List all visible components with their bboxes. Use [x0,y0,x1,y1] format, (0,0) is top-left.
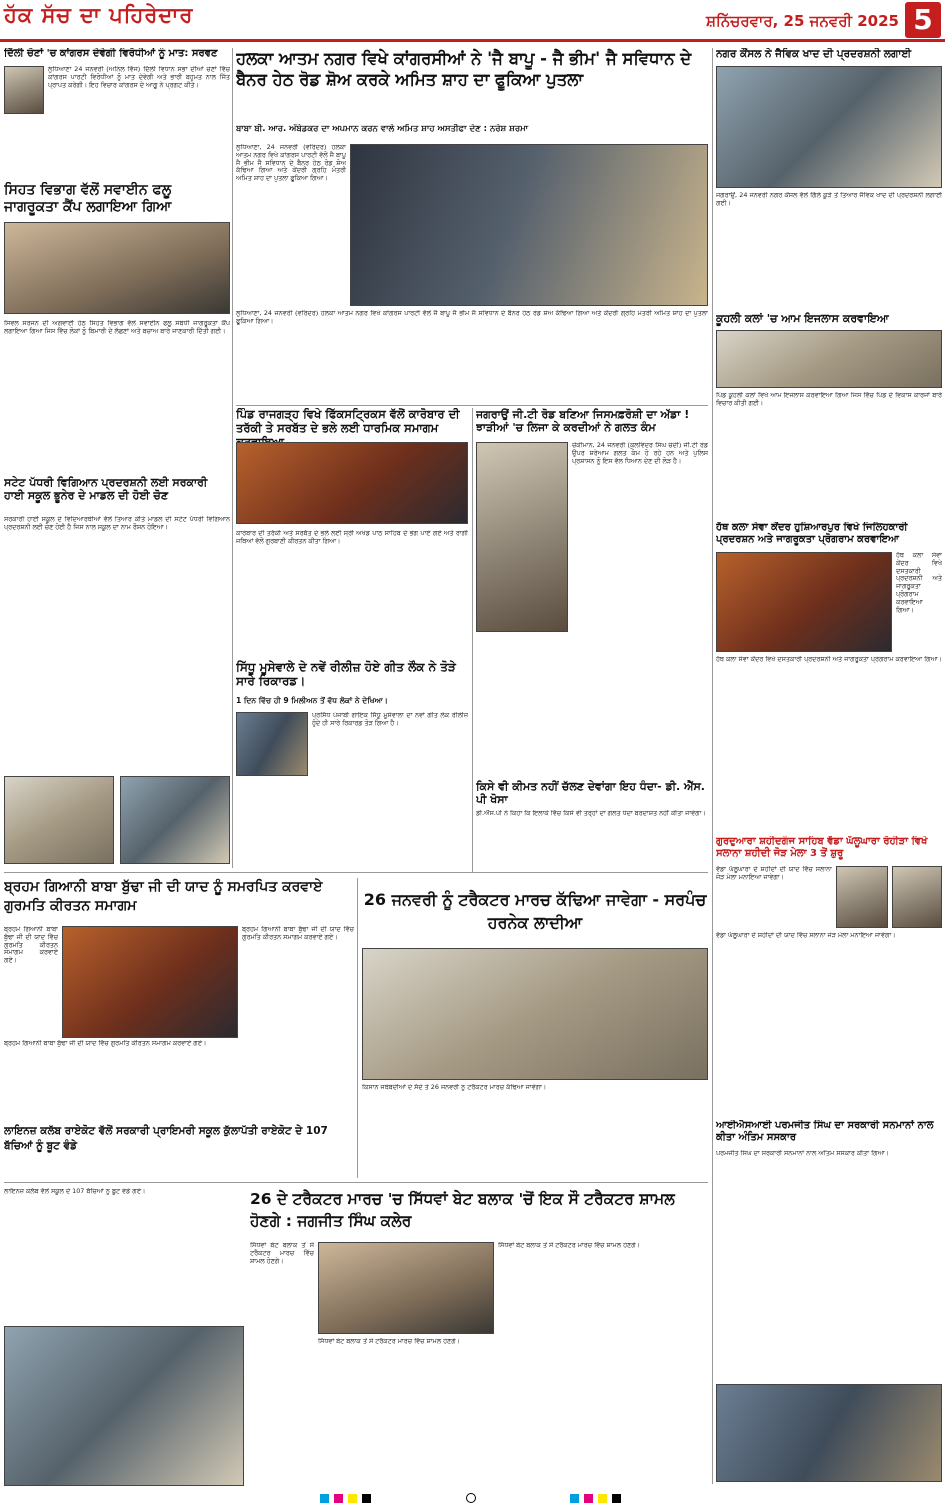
article-a4-body [236,144,346,306]
yellow-swatch [598,1494,607,1503]
students-photo [120,776,230,864]
column-divider [232,48,233,868]
headline: ਹਲਕਾ ਆਤਮ ਨਗਰ ਵਿਖੇ ਕਾਂਗਰਸੀਆਂ ਨੇ 'ਜੈ ਬਾਪੂ - ਜੈ ਭੀਮ' ਜੈ ਸਵਿਧਾਨ ਦੇ ਬੈਨਰ ਹੇਠ ਰੋਡ ਸ਼ੋਅ ਕਰਕੇ ਅਮਿਤ ਸ਼ਾਹ ਦਾ ਫੂਕਿਆ ਪੁਤਲਾ [236,49,692,90]
article-body: ਲਾਇਨਜ਼ ਕਲੱਬ ਵੱਲੋਂ ਸਕੂਲ ਦੇ 107 ਬੱਚਿਆਂ ਨੂੰ ਬੂਟ ਵੰਡੇ ਗਏ। [4,1188,146,1195]
camp-photo [4,222,230,314]
article-body: ਜਗਰਾਉਂ, 24 ਜਨਵਰੀ ਨਗਰ ਕੌਂਸਲ ਵੱਲੋਂ ਗਿੱਲੇ ਕੂੜੇ ਤੋਂ ਤਿਆਰ ਜੈਵਿਕ ਖਾਦ ਦੀ ਪ੍ਰਦਰਸ਼ਨੀ ਲਗਾਈ ਗਈ। [716,192,942,207]
headline: ਗੁਰਦੁਆਰਾ ਸ਼ਹੀਦਗੰਜ ਸਾਹਿਬ ਵੱਡਾ ਘੱਲੂਘਾਰਾ ਰੋਹੀੜਾ ਵਿਖੇ ਸਲਾਨਾ ਸ਼ਹੀਦੀ ਜੋੜ ਮੇਲਾ 3 ਤੋਂ ਸ਼ੁਰੂ [716,836,928,859]
magenta-swatch [584,1494,593,1503]
article-a1 [4,48,230,178]
headline: ਸਿੱਧੂ ਮੂਸੇਵਾਲੇ ਦੇ ਨਵੇਂ ਰੀਲੀਜ਼ ਹੋਏ ਗੀਤ ਲੌਕ ਨੇ ਤੋੜੇ ਸਾਰੇ ਰਿਕਾਰਡ। [236,660,456,689]
article-a14-body [362,1084,708,1178]
cyan-swatch [320,1494,329,1503]
shoes-distribution-photo [4,1326,244,1486]
headline: ਸਟੇਟ ਪੱਧਰੀ ਵਿਗਿਆਨ ਪ੍ਰਦਰਸ਼ਨੀ ਲਈ ਸਰਕਾਰੀ ਹਾਈ ਸਕੂਲ ਭੂਨੇਰ ਦੇ ਮਾਡਲ ਦੀ ਹੋਈ ਚੋਣ [4,476,208,503]
crafts-photo [716,552,892,652]
article-a17-headline [250,1188,708,1238]
black-swatch [612,1494,621,1503]
cyan-swatch [570,1494,579,1503]
issue-date: ਸ਼ਨਿੱਚਰਵਾਰ, 25 ਜਨਵਰੀ 2025 [706,12,899,30]
subheadline: ਬਾਬਾ ਬੀ. ਆਰ. ਅੰਬੇਡਕਰ ਦਾ ਅਪਮਾਨ ਕਰਨ ਵਾਲੇ ਅਮਿਤ ਸ਼ਾਹ ਅਸਤੀਫਾ ਦੇਣ : ਨਰੇਸ਼ ਸ਼ਰਮਾ [236,124,529,134]
headline: ਹੱਥ ਕਲਾ ਸੇਵਾ ਕੇਂਦਰ ਹੁਸ਼ਿਆਰਪੁਰ ਵਿਖੇ ਜਿਲਿਹਕਾਰੀ ਪ੍ਰਦਰਸ਼ਨ ਅਤੇ ਜਾਗਰੂਕਤਾ ਪ੍ਰੋਗਰਾਮ ਕਰਵਾਇਆ [716,522,908,545]
article-a9 [716,48,942,310]
headline: ਕਿਸੇ ਵੀ ਕੀਮਤ ਨਹੀਂ ਚੱਲਣ ਦੇਵਾਂਗਾ ਇਹ ਧੰਦਾ- ਡੀ. ਐੱਸ. ਪੀ ਖੋਸਾ [476,780,705,807]
article-body: ਪਿੰਡ ਕੂਹਲੀ ਕਲਾਂ ਵਿਖੇ ਆਮ ਇਜਲਾਸ ਕਰਵਾਇਆ ਗਿਆ ਜਿਸ ਵਿੱਚ ਪਿੰਡ ਦੇ ਵਿਕਾਸ ਕਾਰਜਾਂ ਬਾਰੇ ਵਿਚਾਰ ਕੀਤੀ ਗਈ। [716,392,942,407]
article-a16-body [4,1188,244,1320]
article-a4-more [236,310,708,402]
article-body: ਡੀ.ਐੱਸ.ਪੀ ਨੇ ਕਿਹਾ ਕਿ ਇਲਾਕੇ ਵਿੱਚ ਕਿਸੇ ਵੀ ਤਰ੍ਹਾਂ ਦਾ ਗਲਤ ਧੰਦਾ ਬਰਦਾਸ਼ਤ ਨਹੀਂ ਕੀਤਾ ਜਾਵੇਗਾ। [476,810,706,817]
article-a17-body [250,1242,314,1484]
headline: ਲਾਇਨਜ਼ ਕਲੱਬ ਰਾਏਕੋਟ ਵੱਲੋਂ ਸਰਕਾਰੀ ਪ੍ਰਾਇਮਰੀ ਸਕੂਲ ਕੁੱਲਾਪੱਤੀ ਰਾਏਕੋਟ ਦੇ 107 ਬੱਚਿਆਂ ਨੂੰ ਬੂਟ ਵੰਡੇ [4,1125,328,1152]
article-body: ਸਰਕਾਰੀ ਹਾਈ ਸਕੂਲ ਦੇ ਵਿਦਿਆਰਥੀਆਂ ਵੱਲੋਂ ਤਿਆਰ ਕੀਤੇ ਮਾਡਲ ਦੀ ਸਟੇਟ ਪੱਧਰੀ ਵਿਗਿਆਨ ਪ੍ਰਦਰਸ਼ਨੀ ਲਈ ਚੋਣ ਹੋਈ ਹੈ ਜਿਸ ਨਾਲ ਸਕੂਲ ਦਾ ਨਾਮ ਰੌਸ਼ਨ ਹੋਇਆ। [4,516,230,531]
article-a13-more [242,926,354,1038]
saint-photo [892,866,942,928]
article-a4-headline [236,48,708,122]
headline: ਪਿੰਡ ਰਾਜਗੜ੍ਹ ਵਿਖੇ ਫਿੱਕਸਟ੍ਰਿਕਸ ਵੱਲੋਂ ਕਾਰੋਬਾਰ ਦੀ ਤਰੱਕੀ ਤੇ ਸਰਬੱਤ ਦੇ ਭਲੇ ਲਈ ਧਾਰਮਿਕ ਸਮਾਗਮ [236,408,460,435]
article-body: ਵੱਡਾ ਘੱਲੂਘਾਰਾ ਦੇ ਸ਼ਹੀਦਾਂ ਦੀ ਯਾਦ ਵਿੱਚ ਸਲਾਨਾ ਜੋੜ ਮੇਲਾ ਮਨਾਇਆ ਜਾਵੇਗਾ। [716,866,832,881]
article-a4-sub [236,124,708,140]
section-divider [4,872,708,873]
page-number: 5 [905,2,941,38]
article-a12 [716,836,942,1118]
article-a17-col [498,1242,708,1484]
article-a10 [716,312,942,520]
article-a15 [716,1120,942,1484]
article-a13-headline [4,878,354,922]
article-a3 [4,476,230,866]
headline: ਦਿੱਲੀ ਚੋਣਾਂ 'ਚ ਕਾਂਗਰਸ ਦੇਵੇਗੀ ਵਿਰੋਧੀਆਂ ਨੂੰ ਮਾਤ: ਸਰਵਣ [4,48,218,59]
headline: ਨਗਰ ਕੌਂਸਲ ਨੇ ਜੈਵਿਕ ਖਾਦ ਦੀ ਪ੍ਰਦਰਸ਼ਨੀ ਲਗਾਈ [716,48,912,60]
headline: 26 ਜਨਵਰੀ ਨੂੰ ਟਰੈਕਟਰ ਮਾਰਚ ਕੱਢਿਆ ਜਾਵੇਗਾ - ਸਰਪੰਚ ਹਰਨੇਕ ਲਾਦੀਆ [363,890,707,933]
headline: ਆਈਐਸਆਈ ਪਰਮਜੀਤ ਸਿੰਘ ਦਾ ਸਰਕਾਰੀ ਸਨਮਾਨਾਂ ਨਾਲ ਕੀਤਾ ਅੰਤਿਮ ਸਸਕਾਰ [716,1120,934,1143]
article-a6 [476,408,708,738]
headline: ਜਗਰਾਉਂ ਜੀ.ਟੀ ਰੋਡ ਬਣਿਆ ਜਿਸਮਫ਼ਰੋਸ਼ੀ ਦਾ ਅੱਡਾ ! ਝਾੜੀਆਂ 'ਚ ਲਿਜਾ ਕੇ ਕਰਦੀਆਂ ਨੇ ਗਲਤ ਕੰਮ [476,408,690,435]
roadside-photo [476,442,568,632]
article-a13-bottom [4,1040,354,1120]
article-body: ਬ੍ਰਹਮ ਗਿਆਨੀ ਬਾਬਾ ਬੁੱਢਾ ਜੀ ਦੀ ਯਾਦ ਵਿੱਚ ਗੁਰਮਤਿ ਕੀਰਤਨ ਸਮਾਗਮ ਕਰਵਾਏ ਗਏ। [4,1040,207,1047]
article-a8 [476,780,708,870]
singer-photo [236,712,308,776]
article-a14-headline [362,888,708,944]
meeting-photo [716,330,942,388]
article-a2 [4,182,230,472]
article-body: ਲੁਧਿਆਣਾ, 24 ਜਨਵਰੀ (ਵਰਿੰਦਰ) ਹਲਕਾ ਆਤਮ ਨਗਰ ਵਿਖੇ ਕਾਂਗਰਸ ਪਾਰਟੀ ਵੱਲੋਂ ਜੈ ਬਾਪੂ ਜੈ ਭੀਮ ਜੈ ਸਵਿਧਾਨ ਦੇ ਬੈਨਰ ਹੇਠ ਰੋਡ ਸ਼ੋਅ ਕੱਢਿਆ ਗਿਆ ਅਤੇ ਕੇਂਦਰੀ ਗ੍ਰਹਿ ਮੰਤਰੀ ਅਮਿਤ ਸ਼ਾਹ ਦਾ ਪੁਤਲਾ ਫੂਕਿਆ ਗਿਆ। [236,144,346,183]
article-body: ਪ੍ਰਸਿੱਧ ਪੰਜਾਬੀ ਗਾਇਕ ਸਿੱਧੂ ਮੂਸੇਵਾਲਾ ਦਾ ਨਵਾਂ ਗੀਤ ਲੌਕ ਰੀਲੀਜ਼ ਹੁੰਦੇ ਹੀ ਸਾਰੇ ਰਿਕਾਰਡ ਤੋੜ ਗਿਆ ਹੈ। [312,712,468,727]
headline: ਬ੍ਰਹਮ ਗਿਆਨੀ ਬਾਬਾ ਬੁੱਢਾ ਜੀ ਦੀ ਯਾਦ ਨੂੰ ਸਮਰਪਿਤ ਕਰਵਾਏ ਗੁਰਮਤਿ ਕੀਰਤਨ ਸਮਾਗਮ [4,879,323,914]
section-divider [236,405,708,406]
article-body: ਲੁਧਿਆਣਾ 24 ਜਨਵਰੀ (ਅਨਿਲ ਵਿੱਜ) ਦਿੱਲੀ ਵਿਧਾਨ ਸਭਾ ਦੀਆਂ ਚੋਣਾਂ ਵਿੱਚ ਕਾਂਗਰਸ ਪਾਰਟੀ ਵਿਰੋਧੀਆਂ ਨੂੰ ਮਾਤ ਦੇਵੇਗੀ ਅਤੇ ਭਾਰੀ ਬਹੁਮਤ ਨਾਲ ਜਿੱਤ ਪ੍ਰਾਪਤ ਕਰੇਗੀ। ਇਹ ਵਿਚਾਰ ਕਾਂਗਰਸ ਦੇ ਆਗੂ ਨੇ ਪ੍ਰਗਟ ਕੀਤੇ। [48,66,230,89]
black-swatch [362,1494,371,1503]
column-divider [472,408,473,872]
article-body: ਬ੍ਰਹਮ ਗਿਆਨੀ ਬਾਬਾ ਬੁੱਢਾ ਜੀ ਦੀ ਯਾਦ ਵਿੱਚ ਗੁਰਮਤਿ ਕੀਰਤਨ ਸਮਾਗਮ ਕਰਵਾਏ ਗਏ। [242,926,354,941]
masthead [0,0,945,42]
article-a16-headline [4,1124,354,1184]
column-divider [712,48,713,1484]
registration-mark-icon [466,1493,476,1503]
article-body: ਲੁਧਿਆਣਾ, 24 ਜਨਵਰੀ (ਵਰਿੰਦਰ) ਹਲਕਾ ਆਤਮ ਨਗਰ ਵਿਖੇ ਕਾਂਗਰਸ ਪਾਰਟੀ ਵੱਲੋਂ ਜੈ ਬਾਪੂ ਜੈ ਭੀਮ ਜੈ ਸਵਿਧਾਨ ਦੇ ਬੈਨਰ ਹੇਠ ਰੋਡ ਸ਼ੋਅ ਕੱਢਿਆ ਗਿਆ ਅਤੇ ਕੇਂਦਰੀ ਗ੍ਰਹਿ ਮੰਤਰੀ ਅਮਿਤ ਸ਼ਾਹ ਦਾ ਪੁਤਲਾ ਫੂਕਿਆ ਗਿਆ। [236,310,708,325]
article-body: ਹੱਥ ਕਲਾ ਸੇਵਾ ਕੇਂਦਰ ਵਿਖੇ ਦਸਤਕਾਰੀ ਪ੍ਰਦਰਸ਼ਨੀ ਅਤੇ ਜਾਗਰੂਕਤਾ ਪ੍ਰੋਗਰਾਮ ਕਰਵਾਇਆ ਗਿਆ। [896,552,942,614]
article-body: ਸਿੱਧਵਾਂ ਬੇਟ ਬਲਾਕ ਤੋਂ ਸੌ ਟਰੈਕਟਰ ਮਾਰਚ ਵਿੱਚ ਸ਼ਾਮਲ ਹੋਣਗੇ। [318,1338,460,1345]
article-body: ਕਿਸਾਨ ਜਥੇਬੰਦੀਆਂ ਦੇ ਸੱਦੇ ਤੇ 26 ਜਨਵਰੀ ਨੂੰ ਟਰੈਕਟਰ ਮਾਰਚ ਕੱਢਿਆ ਜਾਵੇਗਾ। [362,1084,547,1091]
headline: ਸਿਹਤ ਵਿਭਾਗ ਵੱਲੋਂ ਸਵਾਈਨ ਫਲੂ ਜਾਗਰੂਕਤਾ ਕੈਂਪ ਲਗਾਇਆ ਗਿਆ [4,182,172,215]
article-body: ਸਿੱਧਵਾਂ ਬੇਟ ਬਲਾਕ ਤੋਂ ਸੌ ਟਰੈਕਟਰ ਮਾਰਚ ਵਿੱਚ ਸ਼ਾਮਲ ਹੋਣਗੇ। [498,1242,640,1249]
article-body: ਕਾਰੋਬਾਰ ਦੀ ਤਰੱਕੀ ਅਤੇ ਸਰਬੱਤ ਦੇ ਭਲੇ ਲਈ ਸ੍ਰੀ ਅਖੰਡ ਪਾਠ ਸਾਹਿਬ ਦੇ ਭੋਗ ਪਾਏ ਗਏ ਅਤੇ ਰਾਗੀ ਜਥਿਆਂ ਵੱਲੋਂ ਗੁਰਬਾਣੀ ਕੀਰਤਨ ਕੀਤਾ ਗਿਆ। [236,530,468,545]
farmers-meeting-photo [318,1242,494,1334]
article-body: ਸਿਵਲ ਸਰਜਨ ਦੀ ਅਗਵਾਈ ਹੇਠ ਸਿਹਤ ਵਿਭਾਗ ਵੱਲੋਂ ਸਵਾਈਨ ਫਲੂ ਸਬੰਧੀ ਜਾਗਰੂਕਤਾ ਕੈਂਪ ਲਗਾਇਆ ਗਿਆ ਜਿਸ ਵਿੱਚ ਲੋਕਾਂ ਨੂੰ ਬਿਮਾਰੀ ਦੇ ਲੱਛਣਾਂ ਅਤੇ ਬਚਾਅ ਬਾਰੇ ਜਾਣਕਾਰੀ ਦਿੱਤੀ ਗਈ। [4,320,230,335]
kirtan-photo [62,926,238,1038]
protest-photo [350,144,708,306]
article-body: ਸਿੱਧਵਾਂ ਬੇਟ ਬਲਾਕ ਤੋਂ ਸੌ ਟਰੈਕਟਰ ਮਾਰਚ ਵਿੱਚ ਸ਼ਾਮਲ ਹੋਣਗੇ। [250,1242,314,1265]
headline: ਕੂਹਲੀ ਕਲਾਂ 'ਚ ਆਮ ਇਜਲਾਸ ਕਰਵਾਇਆ [716,312,889,325]
article-body: ਹੱਥ ਕਲਾ ਸੇਵਾ ਕੇਂਦਰ ਵਿਖੇ ਦਸਤਕਾਰੀ ਪ੍ਰਦਰਸ਼ਨੀ ਅਤੇ ਜਾਗਰੂਕਤਾ ਪ੍ਰੋਗਰਾਮ ਕਰਵਾਇਆ ਗਿਆ। [716,656,942,663]
article-a17-more [318,1338,494,1484]
saint-photo [836,866,888,928]
portrait-photo [4,66,44,114]
article-body: ਪਰਮਜੀਤ ਸਿੰਘ ਦਾ ਸਰਕਾਰੀ ਸਨਮਾਨਾਂ ਨਾਲ ਅੰਤਿਮ ਸਸਕਾਰ ਕੀਤਾ ਗਿਆ। [716,1150,889,1157]
article-a11 [716,522,942,832]
article-body: ਬ੍ਰਹਮ ਗਿਆਨੀ ਬਾਬਾ ਬੁੱਢਾ ਜੀ ਦੀ ਯਾਦ ਵਿੱਚ ਗੁਰਮਤਿ ਕੀਰਤਨ ਸਮਾਗਮ ਕਰਵਾਏ ਗਏ। [4,926,58,965]
newspaper-logo: ਹੱਕ ਸੱਚ ਦਾ ਪਹਿਰੇਦਾਰ [4,2,194,27]
students-photo [4,776,114,864]
subheadline: 1 ਦਿਨ ਵਿੱਚ ਹੀ 9 ਮਿਲੀਅਨ ਤੋਂ ਵੱਧ ਲੋਕਾਂ ਨੇ ਦੇਖਿਆ। [236,696,388,705]
funeral-photo [716,1384,942,1482]
article-body: ਵੱਡਾ ਘੱਲੂਘਾਰਾ ਦੇ ਸ਼ਹੀਦਾਂ ਦੀ ਯਾਦ ਵਿੱਚ ਸਲਾਨਾ ਜੋੜ ਮੇਲਾ ਮਨਾਇਆ ਜਾਵੇਗਾ। [716,932,896,939]
sarpanch-group-photo [362,948,708,1080]
column-divider [357,878,358,1178]
headline: 26 ਦੇ ਟਰੈਕਟਰ ਮਾਰਚ 'ਚ ਸਿੱਧਵਾਂ ਬੇਟ ਬਲਾਕ 'ਚੋਂ ਇਕ ਸੌ ਟਰੈਕਟਰ ਸ਼ਾਮਲ ਹੋਣਗੇ : ਜਗਜੀਤ ਸਿੰਘ ਕਲੇਰ [250,1190,675,1231]
print-registration-strip [0,1490,945,1507]
ceremony-photo [236,442,468,524]
magenta-swatch [334,1494,343,1503]
article-a13-body [4,926,58,1036]
article-body: ਚੌਕੀਮਾਨ, 24 ਜਨਵਰੀ (ਕੁਲਵਿੰਦਰ ਸਿੰਘ ਚੰਦੀ) ਜੀ.ਟੀ ਰੋਡ ਉਪਰ ਸ਼ਰੇਆਮ ਗਲਤ ਕੰਮ ਹੋ ਰਹੇ ਹਨ ਅਤੇ ਪੁਲਿਸ ਪ੍ਰਸ਼ਾਸਨ ਨੂੰ ਇਸ ਵੱਲ ਧਿਆਨ ਦੇਣ ਦੀ ਲੋੜ ਹੈ। [572,442,708,465]
yellow-swatch [348,1494,357,1503]
exhibition-photo [716,66,942,188]
article-a7 [236,660,468,878]
section-divider [4,1182,708,1183]
